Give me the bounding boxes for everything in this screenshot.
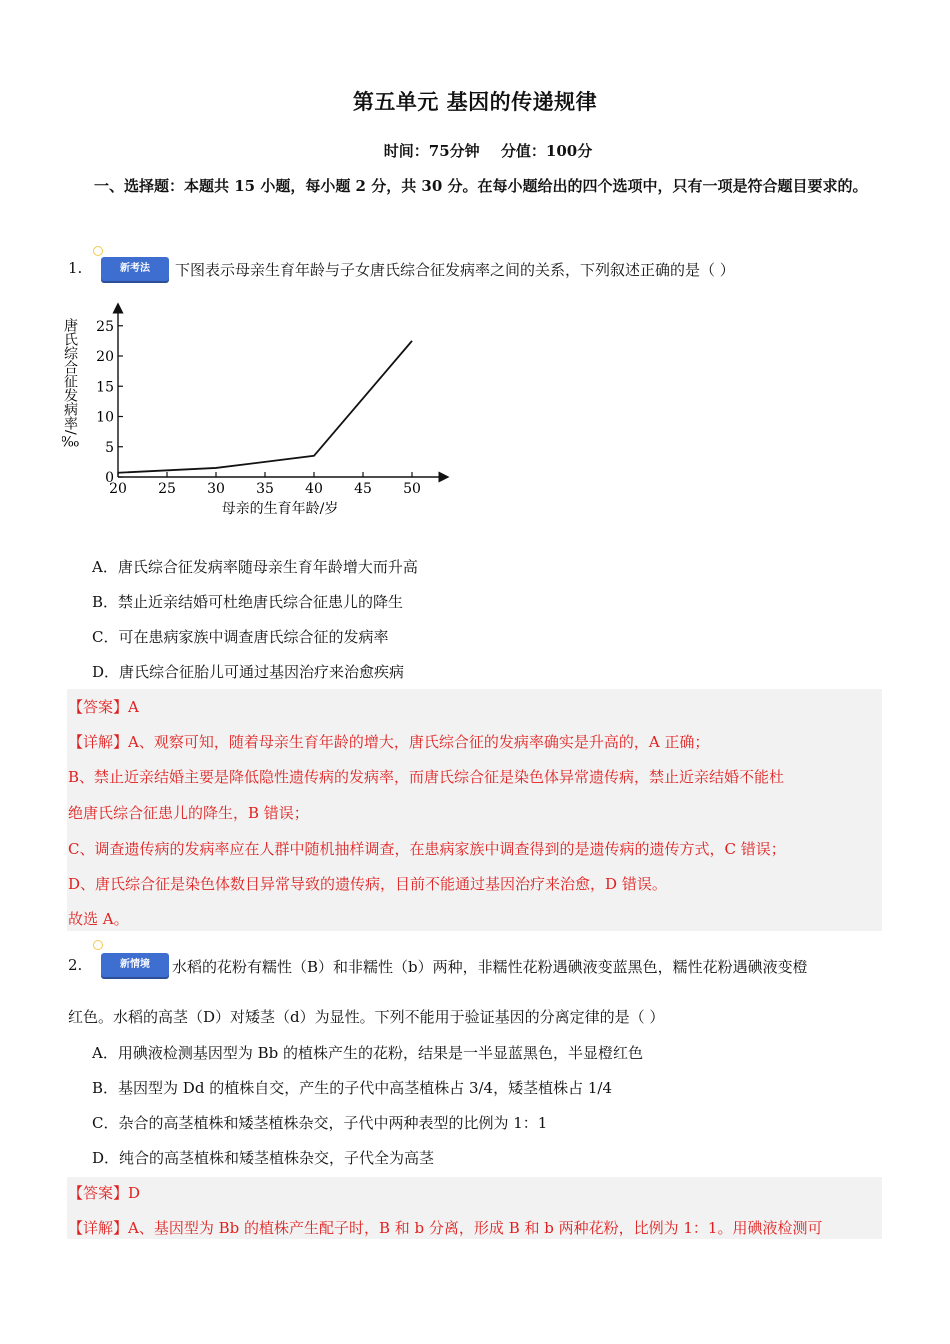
- question-1-option-d[interactable]: D．唐氏综合征胎儿可通过基因治疗来治愈疾病: [92, 663, 405, 681]
- x-tick-label: 20: [109, 481, 127, 497]
- y-tick-label: 20: [96, 349, 114, 365]
- exam-score: 分值：100分: [500, 142, 593, 160]
- question-2-answer: 【答案】D: [68, 1184, 141, 1202]
- y-tick-label: 15: [96, 379, 114, 396]
- question-1-number: 1.: [68, 259, 83, 277]
- incidence-line-chart: [62, 300, 462, 522]
- question-1-detail-line: C、调查遗传病的发病率应在人群中随机抽样调查，在患病家族中调查得到的是遗传病的遗传方式，C 错误；: [68, 840, 786, 858]
- exam-meta: [0, 140, 950, 161]
- question-2-option-a[interactable]: A．用碘液检测基因型为 Bb 的植株产生的花粉，结果是一半显蓝黑色，半显橙红色: [92, 1044, 643, 1062]
- exam-time: 时间：75分钟: [383, 142, 480, 160]
- question-1-badge: 新考法: [101, 257, 169, 281]
- question-2-number: 2.: [68, 956, 83, 974]
- y-axis-label: 唐氏综合征发病率/‰: [62, 318, 78, 451]
- question-1-detail-line: D、唐氏综合征是染色体数目异常导致的遗传病，目前不能通过基因治疗来治愈，D 错误。: [68, 875, 667, 893]
- y-tick-label: 10: [96, 409, 114, 426]
- question-1-option-c[interactable]: C．可在患病家族中调查唐氏综合征的发病率: [92, 628, 389, 646]
- question-2-option-d[interactable]: D．纯合的高茎植株和矮茎植株杂交，子代全为高茎: [92, 1149, 435, 1167]
- question-1-detail-line: 故选 A。: [68, 910, 129, 928]
- question-1-stem: 下图表示母亲生育年龄与子女唐氏综合征发病率之间的关系，下列叙述正确的是（ ）: [175, 261, 735, 279]
- question-2-detail-line: 【详解】A、基因型为 Bb 的植株产生配子时，B 和 b 分离，形成 B 和 b 两种花粉，比例为 1：1。用碘液检测可: [68, 1219, 823, 1237]
- question-1-detail-line: B、禁止近亲结婚主要是降低隐性遗传病的发病率，而唐氏综合征是染色体异常遗传病，禁止近亲结婚不能杜: [68, 768, 785, 786]
- x-axis-label: 母亲的生育年龄/岁: [221, 501, 339, 517]
- x-tick-label: 25: [158, 481, 176, 497]
- question-2-badge: 新情境: [101, 953, 169, 977]
- badge-ring-icon: [93, 246, 103, 256]
- x-tick-label: 40: [305, 481, 323, 497]
- x-tick-label: 30: [207, 481, 225, 497]
- y-tick-label: 25: [96, 318, 114, 335]
- question-1-option-a[interactable]: A．唐氏综合征发病率随母亲生育年龄增大而升高: [92, 558, 418, 576]
- question-2-stem: 水稻的花粉有糯性（B）和非糯性（b）两种，非糯性花粉遇碘液变蓝黑色，糯性花粉遇碘液变橙: [172, 958, 808, 976]
- x-tick-label: 45: [354, 481, 372, 497]
- page-title: 第五单元 基因的传递规律: [352, 90, 598, 114]
- question-1-detail-line: 绝唐氏综合征患儿的降生，B 错误；: [68, 804, 309, 822]
- y-tick-label: 5: [105, 439, 114, 456]
- x-tick-label: 50: [403, 481, 421, 497]
- question-1-answer: 【答案】A: [68, 698, 139, 716]
- question-2-option-c[interactable]: C．杂合的高茎植株和矮茎植株杂交，子代中两种表型的比例为 1：1: [92, 1114, 548, 1132]
- incidence-series-line: [118, 341, 412, 473]
- section-heading: 一、选择题：本题共 15 小题，每小题 2 分，共 30 分。在每小题给出的四个选项中，只有一项是符合题目要求的。: [94, 177, 868, 195]
- badge-ring-icon: [93, 940, 103, 950]
- y-tick-label: 0: [105, 470, 114, 486]
- question-1-option-b[interactable]: B．禁止近亲结婚可杜绝唐氏综合征患儿的降生: [92, 593, 404, 611]
- question-2-stem-continued: 红色。水稻的高茎（D）对矮茎（d）为显性。下列不能用于验证基因的分离定律的是（ ）: [68, 1008, 665, 1026]
- question-2-option-b[interactable]: B．基因型为 Dd 的植株自交，产生的子代中高茎植株占 3/4，矮茎植株占 1/4: [92, 1079, 613, 1097]
- x-tick-label: 35: [256, 481, 274, 497]
- question-1-detail-line: 【详解】A、观察可知，随着母亲生育年龄的增大，唐氏综合征的发病率确实是升高的，A 正确；: [68, 733, 710, 751]
